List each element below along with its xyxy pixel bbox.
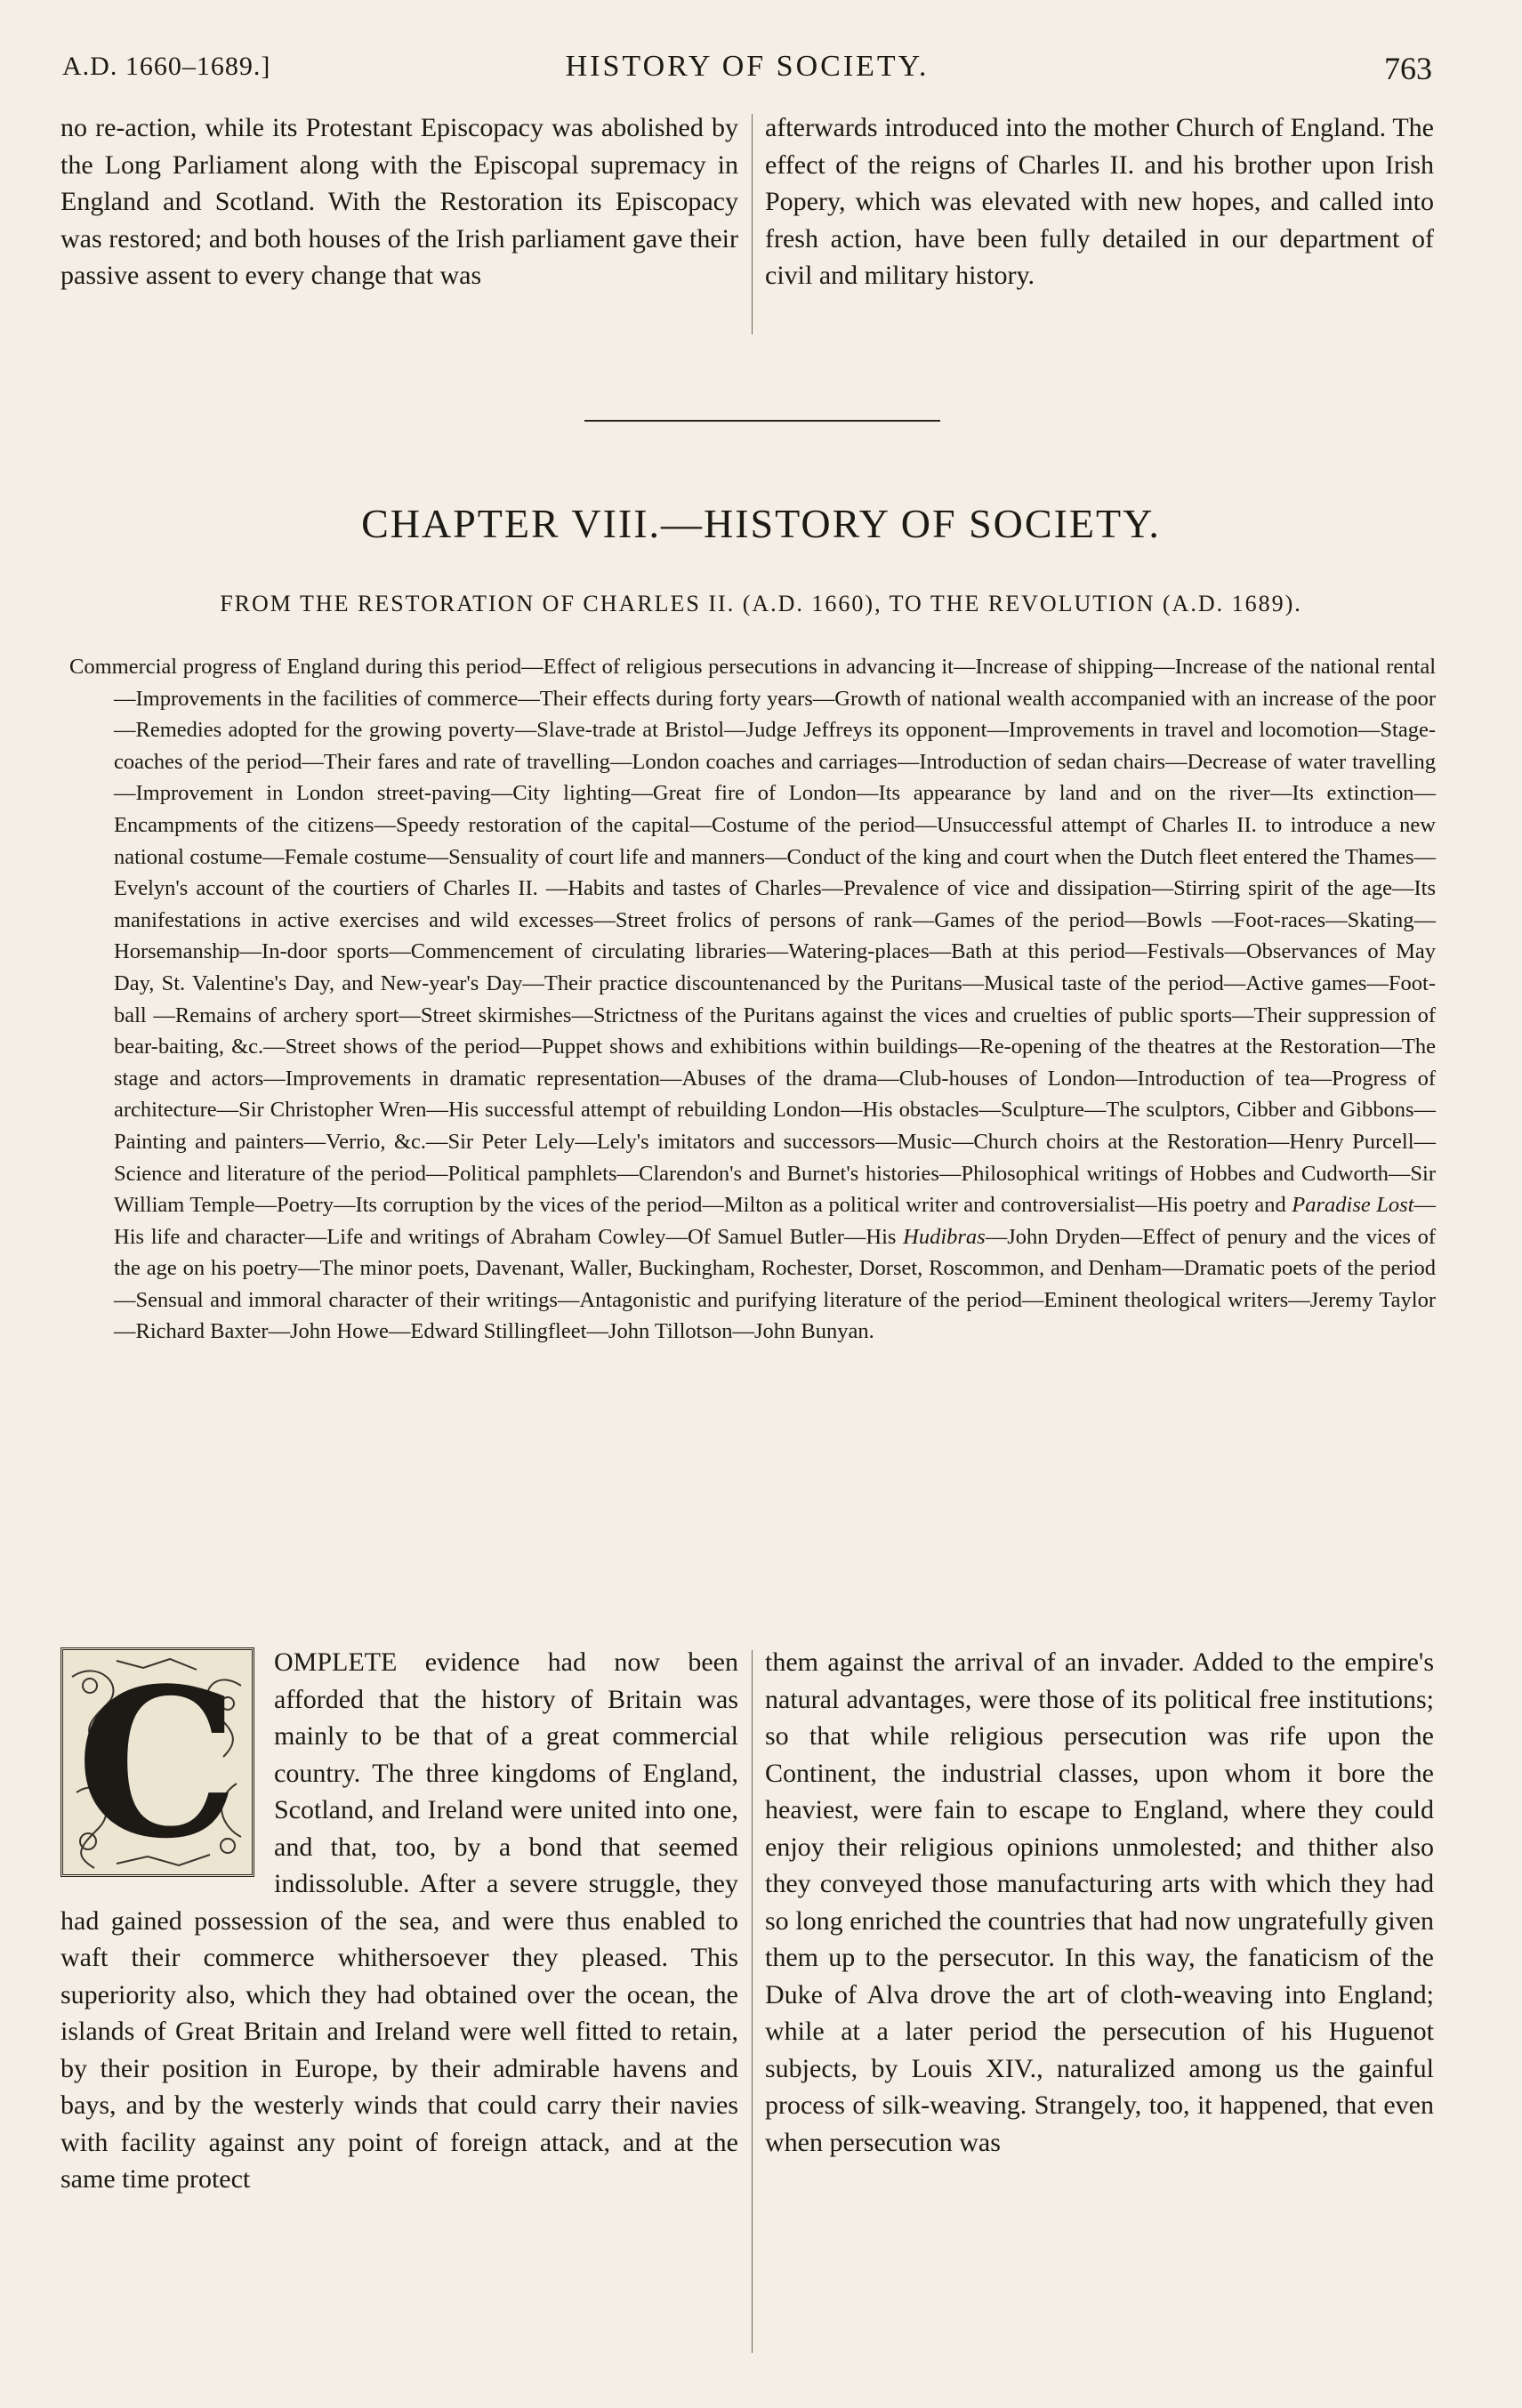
header-date-range: A.D. 1660–1689.] [62,52,271,81]
body-left-paragraph: OMPLETE evidence had now been afforded that the history of Britain was mainly to be that of a great commercial country. The three kingdoms of England, Scotland, and Ireland were united into one, and that, too, by a bond that seemed indissoluble. After a severe struggle, they had gained possession of the sea, and were thus enabled to waft their commerce whithersoever they pleased. This superiority also, which they had obtained over the ocean, the islands of Great Britain and Ireland were well fitted to retain, by their position in Europe, by their admirable havens and bays, and by the westerly winds that could carry their navies with facility against any point of foreign attack, and at the same time protect [60,1647,738,2194]
chapter-subtitle: FROM THE RESTORATION OF CHARLES II. (A.D. 1660), TO THE REVOLUTION (A.D. 1689). [220,591,1302,616]
header-title: HISTORY OF SOCIETY. [565,50,930,83]
ornamental-drop-cap [60,1644,254,1884]
running-header [62,46,1432,91]
summary-italic-hudibras: Hudibras [903,1224,986,1249]
column-divider-body [752,1650,753,2353]
column-divider-top [752,114,753,334]
body-right-paragraph: them against the arrival of an invader. Added to the empire's natural advantages, were those of its political free institutions; so that while religious persecution was rife upon the Continent, the industrial classes, upon whom it bore the heaviest, were fain to escape to England, where they could enjoy their religious opinions unmolested; and thither also they conveyed those manufacturing arts with which they had so long enriched the countries that had now ungratefully given them up to the persecutor. In this way, the fanaticism of the Duke of Alva drove the art of cloth-weaving into England; while at a later period the persecution of his Huguenot subjects, by Louis XIV., naturalized among us the gainful process of silk-weaving. Strangely, too, it happened, that even when persecution was [765,1647,1434,2157]
summary-part-2: —His life and character—Life and writings of Abraham Cowley—Of Samuel Butler—His [114,1193,1437,1249]
page-number: 763 [1384,51,1432,86]
chapter-summary [69,651,1437,1348]
chapter-title: CHAPTER VIII.—HISTORY OF SOCIETY. [361,501,1161,546]
section-divider [584,420,940,422]
body-left-column [60,1644,738,2198]
body-right-column [765,1644,1434,2161]
top-left-paragraph: no re-action, while its Protestant Episcopacy was abolished by the Long Parliament along with the Episcopal supremacy in England and Scotland. With the Restoration its Episcopacy was restored; and both houses of the Irish parliament gave their passive assent to every change that was [60,113,738,290]
drop-cap-letter: C [76,1644,239,1884]
top-right-paragraph: afterwards introduced into the mother Church of England. The effect of the reigns of Charles II. and his brother upon Irish Popery, which was elevated with new hopes, and called into fresh action, have been fully detailed in our department of civil and military history. [765,113,1434,290]
summary-italic-paradise-lost: Paradise Lost [1292,1193,1414,1218]
summary-part-3: —John Dryden—Effect of penury and the vices of the age on his poetry—The minor poets, Davenant, Waller, Buckingham, Rochester, Dorset, Roscommon, and Denham—Dramatic poets of the period—Sensual and immoral character of their writings—Antagonistic and purifying literature of the period—Eminent theological writers—Jeremy Taylor—Richard Baxter—John Howe—Edward Stillingfleet—John Tillotson—John Bunyan. [114,1224,1436,1344]
summary-part-1: Commercial progress of England during this period—Effect of religious persecutions in advancing it—Increase of shipping—Increase of the national rental—Improvements in the facilities of commerce—Their effects during forty years—Growth of national wealth accompanied with an increase of the poor—Remedies adopted for the growing poverty—Slave-trade at Bristol—Judge Jeffreys its opponent—Improvements in travel and locomotion—Stage-coaches of the period—Their fares and rate of travelling—London coaches and carriages—Introduction of sedan chairs—Decrease of water travelling—Improvement in London street-paving—City lighting—Great fire of London—Its appearance by land and on the river—Its extinction—Encampments of the citizens—Speedy restoration of the capital—Costume of the period—Unsuccessful attempt of Charles II. to introduce a new national costume—Female costume—Sensuality of court life and manners—Conduct of the king and court when the Dutch fleet entered the Thames—Evelyn's account of the courtiers of Charles II. —Habits and tastes of Charles—Prevalence of vice and dissipation—Stirring spirit of the age—Its manifestations in active exercises and wild excesses—Street frolics of persons of rank—Games of the period—Bowls —Foot-races—Skating—Horsemanship—In-door sports—Commencement of circulating libraries—Watering-places—Bath at this period—Festivals—Observances of May Day, St. Valentine's Day, and New-year's Day—Their practice discountenanced by the Puritans—Musical taste of the period—Active games—Foot-ball —Remains of archery sport—Street skirmishes—Strictness of the Puritans against the vices and cruelties of public sports—Their suppression of bear-baiting, &c.—Street shows of the period—Puppet shows and exhibitions within buildings—Re-opening of the theatres at the Restoration—The stage and actors—Improvements in dramatic representation—Abuses of the drama—Club-houses of London—Introduction of tea—Progress of architecture—Sir Christopher Wren—His successful attempt of rebuilding London—His obstacles—Sculpture—The sculptors, Cibber and Gibbons—Painting and painters—Verrio, &c.—Sir Peter Lely—Lely's imitators and successors—Music—Church choirs at the Restoration—Henry Purcell—Science and literature of the period—Political pamphlets—Clarendon's and Burnet's histories—Philosophical writings of Hobbes and Cudworth—Sir William Temple—Poetry—Its corruption by the vices of the period—Milton as a political writer and controversialist—His poetry and [69,655,1436,1218]
chapter-summary-text [69,651,1437,1348]
top-left-column [60,109,738,294]
top-right-column [765,109,1434,294]
